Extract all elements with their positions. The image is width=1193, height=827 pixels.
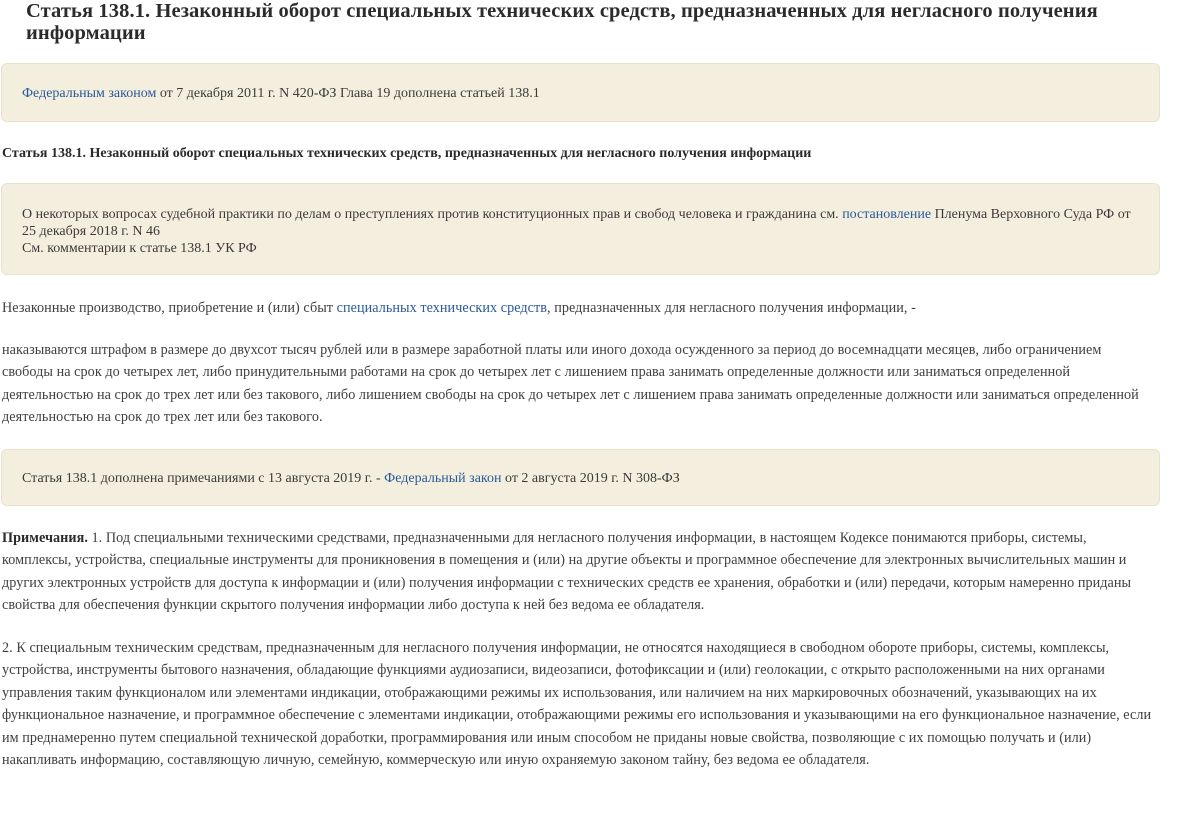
amendment-note-1 (1, 63, 1160, 122)
amendment-note-2 (1, 449, 1160, 506)
notes-item-1 (2, 527, 1152, 617)
special-technical-means-link[interactable]: специальных технических средств (336, 300, 548, 316)
page-title: Статья 138.1. Незаконный оборот специальных технических средств, предназначенных для негласного получения информации (26, 0, 1098, 44)
resolution-link[interactable]: постановление (842, 207, 932, 222)
amendment-note-2-before: Статья 138.1 дополнена примечаниями с 13 августа 2019 г. - (22, 471, 385, 486)
court-practice-text-after: Пленума Верховного Суда РФ от 25 декабря 2018 г. N 46 (22, 207, 1131, 239)
amendment-note-2-after: от 2 августа 2019 г. N 308-ФЗ (501, 471, 680, 486)
federal-law-link-2[interactable]: Федеральный закон (384, 471, 502, 486)
court-practice-note (1, 183, 1160, 275)
notes-item-1-text: 1. Под специальными техническими средствами, предназначенными для негласного получения информации, в настоящем Кодексе понимаются приборы, системы, комплексы, устройства, специальные инструменты для проникновения в помещения и (или) на другие объекты и программное обеспечение для электронных вычислительных машин и других электронных устройств для доступа к информации и (или) получения информации с технических средств ее хранения, обработки и (или) передачи, которым намеренно приданы свойства для обеспечения функции скрытого получения информации либо доступа к ней без ведома ее обладателя. (2, 530, 1132, 614)
disposition-text-before: Незаконные производство, приобретение и (или) сбыт (2, 300, 337, 316)
disposition-text-after: , предназначенных для негласного получения информации, - (547, 300, 916, 316)
article-heading: Статья 138.1. Незаконный оборот специальных технических средств, предназначенных для негласного получения информации (2, 146, 812, 161)
amendment-note-1-rest: от 7 декабря 2011 г. N 420-ФЗ Глава 19 дополнена статьей 138.1 (156, 86, 540, 101)
notes-item-2: 2. К специальным техническим средствам, предназначенным для негласного получения информации, не относятся находящиеся в свободном обороте приборы, системы, комплексы, устройства, инструменты бытового назначения, обладающие функциями аудиозаписи, видеозаписи, фотофиксации и (или) геолокации, с открыто расположенными на них органами управления таким функционалом или элементами индикации, отображающими режимы их использования, или наличием на них маркировочных обозначений, указывающих на их функциональное назначение, и программное обеспечение с элементами индикации, отображающими режимы его использования и указывающими на его функциональное назначение, если им преднамеренно путем специальной технической доработки, программирования или иным способом не приданы новые свойства, позволяющие с их помощью получать и (или) накапливать информацию, составляющую личную, семейную, коммерческую или иную охраняемую законом тайну, без ведома ее обладателя. (2, 640, 1152, 769)
amendment-note-1-text (22, 85, 1139, 102)
article-disposition (2, 297, 1152, 319)
commentary-reference: См. комментарии к статье 138.1 УК РФ (22, 241, 257, 256)
federal-law-link-1[interactable]: Федеральным законом (22, 86, 157, 101)
court-practice-text-before: О некоторых вопросах судебной практики по делам о преступлениях против конституционных прав и свобод человека и гражданина см. (22, 207, 843, 222)
article-sanction: наказываются штрафом в размере до двухсот тысяч рублей или в размере заработной платы или иного дохода осужденного за период до восемнадцати месяцев, либо ограничением свободы на срок до четырех лет, либо принудительными работами на срок до четырех лет с лишением права занимать определенные должности или заниматься определенной деятельностью на срок до трех лет или без такового, либо лишением свободы на срок до четырех лет с лишением права занимать определенные должности или заниматься определенной деятельностью на срок до трех лет или без такового. (2, 342, 1139, 426)
amendment-note-2-text (22, 470, 1139, 487)
court-practice-note-text (22, 206, 1139, 257)
notes-label: Примечания. (2, 530, 88, 546)
